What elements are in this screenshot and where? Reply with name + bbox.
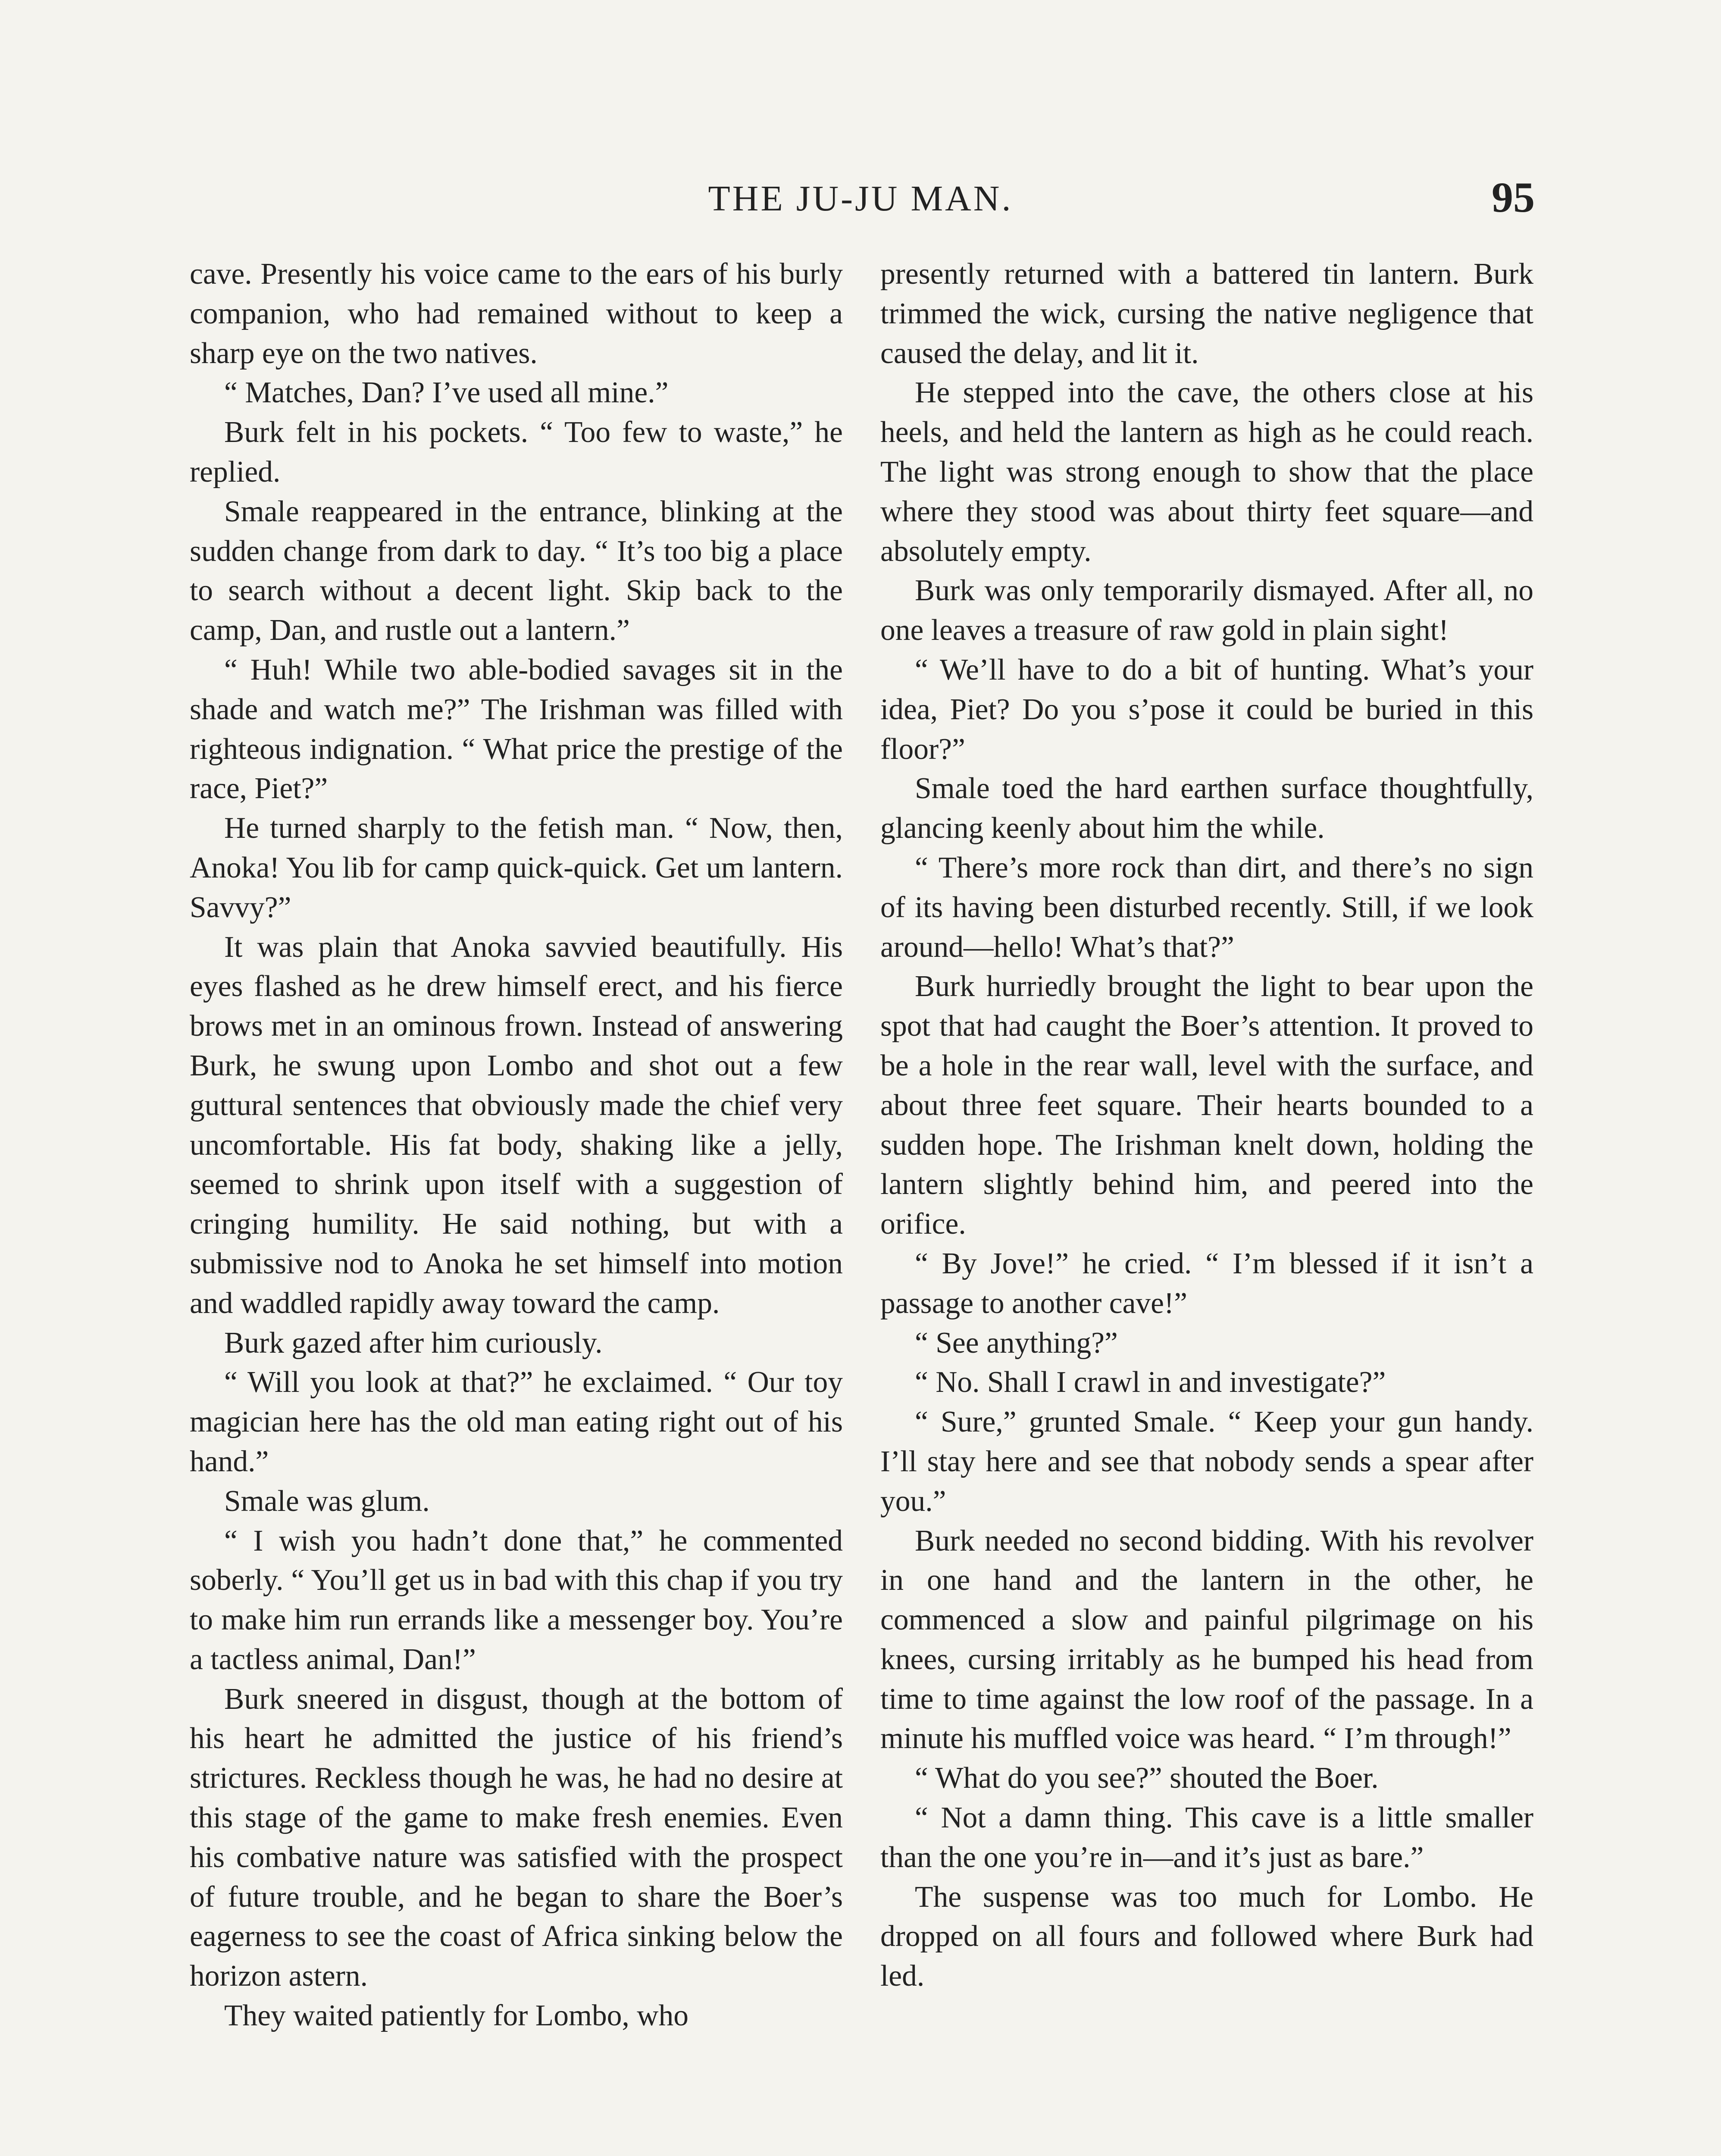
paragraph: “ We’ll have to do a bit of hunting. What’s your idea, Piet? Do you s’pose it could be buried in this floor?” [880,653,1533,766]
right-text-column [880,254,1533,2156]
paragraph: cave. Presently his voice came to the ears of his burly companion, who had remained without to keep a sharp eye on the two natives. [190,257,843,370]
paragraph: Burk felt in his pockets. “ Too few to waste,” he replied. [190,416,843,489]
paragraph: “ I wish you hadn’t done that,” he commented soberly. “ You’ll get us in bad with this chap if you try to make him run errands like a messenger boy. You’re a tactless animal, Dan!” [190,1524,843,1676]
paragraph: Smale reappeared in the entrance, blinking at the sudden change from dark to day. “ It’s too big a place to search without a decent light. Skip back to the camp, Dan, and rustle out a lantern.” [190,495,843,647]
paragraph: “ See anything?” [915,1326,1118,1360]
page-header [0,172,1721,233]
running-title: THE JU-JU MAN. [708,179,1013,219]
paragraph: Burk gazed after him curiously. [224,1326,603,1360]
paragraph: “ Not a damn thing. This cave is a little smaller than the one you’re in—and it’s just as bare.” [880,1801,1533,1874]
paragraph: “ Sure,” grunted Smale. “ Keep your gun handy. I’ll stay here and see that nobody sends a spear after you.” [880,1405,1533,1518]
paragraph: Burk was only temporarily dismayed. After all, no one leaves a treasure of raw gold in plain sight! [880,574,1533,647]
paragraph: “ No. Shall I crawl in and investigate?” [915,1366,1386,1399]
paragraph: “ There’s more rock than dirt, and there’s no sign of its having been disturbed recently. Still, if we look around—hello! What’s that?” [880,851,1533,964]
paragraph: He stepped into the cave, the others close at his heels, and held the lantern as high as he could reach. The light was strong enough to show that the place where they stood was about thirty feet square—and absolutely empty. [880,376,1533,568]
paragraph: Smale was glum. [224,1484,430,1518]
paragraph: “ Huh! While two able-bodied savages sit in the shade and watch me?” The Irishman was filled with righteous indignation. “ What price the prestige of the race, Piet?” [190,653,843,805]
paragraph: It was plain that Anoka savvied beautifully. His eyes flashed as he drew himself erect, and his fierce brows met in an ominous frown. Instead of answering Burk, he swung upon Lombo and shot out a few guttural sentences that obviously made the chief very uncomfortable. His fat body, shaking like a jelly, seemed to shrink upon itself with a suggestion of cringing humility. He said nothing, but with a submissive nod to Anoka he set himself into motion and waddled rapidly away toward the camp. [190,930,843,1320]
paragraph: “ Will you look at that?” he exclaimed. “ Our toy magician here has the old man eating right out of his hand.” [190,1366,843,1478]
paragraph: “ By Jove!” he cried. “ I’m blessed if it isn’t a passage to another cave!” [880,1247,1533,1320]
paragraph: They waited patiently for Lombo, who [224,1999,688,2033]
paragraph: “ Matches, Dan? I’ve used all mine.” [224,376,669,410]
paragraph: presently returned with a battered tin lantern. Burk trimmed the wick, cursing the native negligence that caused the delay, and lit it. [880,257,1533,370]
paragraph: Smale toed the hard earthen surface thoughtfully, glancing keenly about him the while. [880,772,1533,845]
paragraph: “ What do you see?” shouted the Boer. [915,1761,1379,1795]
paragraph: Burk needed no second bidding. With his revolver in one hand and the lantern in the other, he commenced a slow and painful pilgrimage on his knees, cursing irritably as he bumped his head from time to time against the low roof of the passage. In a minute his muffled voice was heard. “ I’m through!” [880,1524,1533,1755]
left-text-column [190,254,843,2156]
paragraph: The suspense was too much for Lombo. He dropped on all fours and followed where Burk had led. [880,1880,1533,1993]
paragraph: Burk sneered in disgust, though at the bottom of his heart he admitted the justice of his friend’s strictures. Reckless though he was, he had no desire at this stage of the game to make fresh enemies. Even his combative nature was satisfied with the prospect of future trouble, and he began to share the Boer’s eagerness to see the coast of Africa sinking below the horizon astern. [190,1682,843,1993]
paragraph: He turned sharply to the fetish man. “ Now, then, Anoka! You lib for camp quick-quick. Get um lantern. Savvy?” [190,812,843,924]
page-number: 95 [1492,173,1535,221]
paragraph: Burk hurriedly brought the light to bear upon the spot that had caught the Boer’s attention. It proved to be a hole in the rear wall, level with the surface, and about three feet square. Their hearts bounded to a sudden hope. The Irishman knelt down, holding the lantern slightly behind him, and peered into the orifice. [880,970,1533,1241]
